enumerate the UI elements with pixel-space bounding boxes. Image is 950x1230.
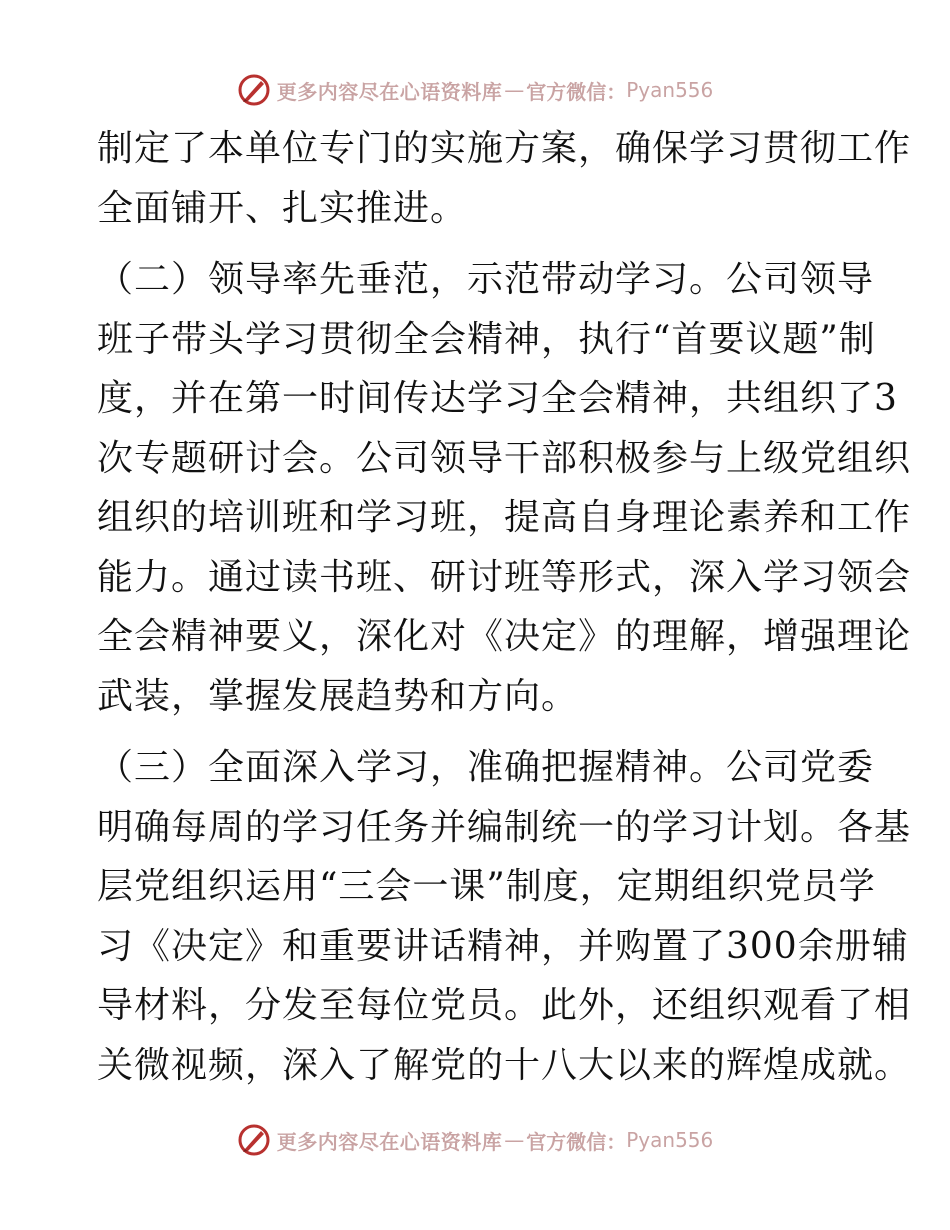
text-line: 次专题研讨会。公司领导干部积极参与上级党组织 (97, 437, 912, 479)
text-line: 班子带头学习贯彻全会精神，执行“首要议题”制 (97, 318, 876, 360)
text-line: 度，并在第一时间传达学习全会精神，共组织了3 (97, 378, 898, 419)
paragraph-2 (97, 250, 912, 726)
text-line: 能力。通过读书班、研讨班等形式，深入学习领会 (97, 556, 912, 598)
text-line: （二）领导率先垂范，示范带动学习。公司领导 (97, 259, 875, 300)
quill-pen-icon (237, 1123, 271, 1157)
text-line: 全会精神要义，深化对《决定》的理解，增强理论 (97, 616, 912, 657)
text-line: 明确每周的学习任务并编制统一的学习计划。各基 (97, 806, 912, 848)
text-line: 武装，掌握发展趋势和方向。 (97, 675, 579, 717)
footer-watermark (0, 1120, 950, 1160)
watermark-wechat-id: Pyan556 (626, 78, 714, 102)
text-line: 制定了本单位专门的实施方案，确保学习贯彻工作 (97, 128, 912, 169)
watermark-site-text: 更多内容尽在心语资料库 (276, 79, 503, 104)
watermark-separator: — (504, 78, 525, 102)
watermark-wechat-label: 官方微信： (526, 79, 627, 104)
watermark-wechat-label: 官方微信： (526, 1129, 627, 1154)
header-watermark (0, 70, 950, 110)
watermark-site-text: 更多内容尽在心语资料库 (276, 1129, 503, 1154)
quill-pen-icon (237, 73, 271, 107)
text-line: 关微视频，深入了解党的十八大以来的辉煌成就。 (97, 1044, 912, 1086)
watermark-wechat-id: Pyan556 (626, 1128, 714, 1152)
watermark-separator: — (504, 1128, 525, 1152)
text-line: 导材料，分发至每位党员。此外，还组织观看了相 (97, 985, 912, 1026)
paragraph-3 (97, 738, 912, 1095)
text-line: （三）全面深入学习，准确把握精神。公司党委 (97, 747, 875, 788)
text-line: 习《决定》和重要讲话精神，并购置了300余册辅 (97, 925, 909, 967)
document-body (97, 119, 912, 1095)
text-line: 全面铺开、扎实推进。 (97, 187, 468, 229)
text-line: 层党组织运用“三会一课”制度，定期组织党员学 (97, 866, 876, 907)
paragraph-1 (97, 119, 912, 238)
text-line: 组织的培训班和学习班，提高自身理论素养和工作 (97, 497, 912, 538)
